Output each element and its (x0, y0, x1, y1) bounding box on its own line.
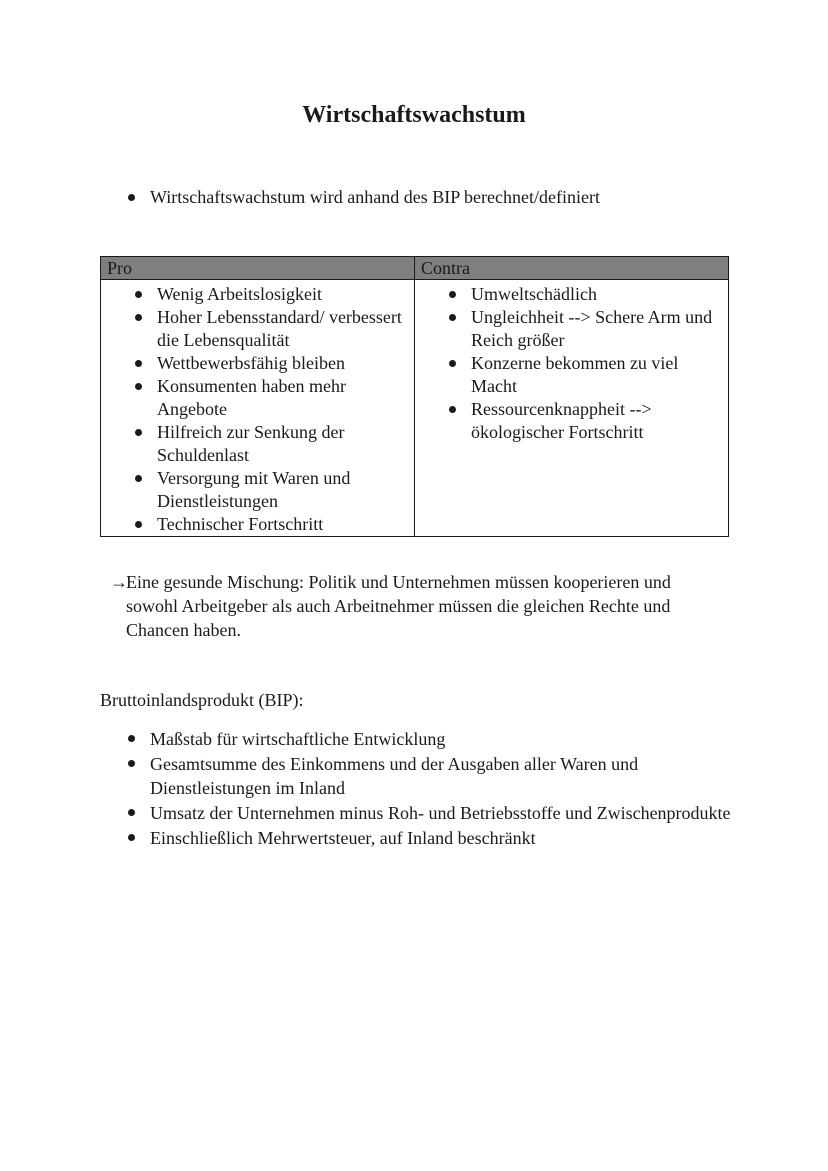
pro-item: Hilfreich zur Senkung der Schuldenlast (133, 421, 406, 467)
bip-heading: Bruttoinlandsprodukt (BIP): (100, 690, 304, 710)
table-header-row (101, 257, 729, 280)
contra-list (447, 283, 720, 444)
pro-contra-table (100, 256, 729, 537)
pro-item: Wenig Arbeitslosigkeit (133, 283, 406, 306)
right-arrow-icon: → (110, 572, 128, 592)
contra-item: Konzerne bekommen zu viel Macht (447, 352, 720, 398)
list-item: Wirtschaftswachstum wird anhand des BIP berechnet/definiert (126, 186, 766, 209)
contra-item: Umweltschädlich (447, 283, 720, 306)
list-item: Einschließlich Mehrwertsteuer, auf Inland beschränkt (126, 826, 746, 850)
list-item: Gesamtsumme des Einkommens und der Ausgaben aller Waren und Dienstleistungen im Inland (126, 752, 746, 800)
contra-cell (415, 280, 729, 537)
pro-item: Wettbewerbsfähig bleiben (133, 352, 406, 375)
pro-list (133, 283, 406, 536)
conclusion-text: Eine gesunde Mischung: Politik und Unternehmen müssen kooperieren und sowohl Arbeitgeber als auch Arbeitnehmer müssen die gleichen Rechte und Chancen haben. (126, 572, 671, 640)
contra-item: Ressourcenknappheit --> ökologischer Fortschritt (447, 398, 720, 444)
pro-item: Versorgung mit Waren und Dienstleistungen (133, 467, 406, 513)
bip-list (126, 727, 746, 851)
header-pro: Pro (101, 257, 415, 280)
contra-item: Ungleichheit --> Schere Arm und Reich größer (447, 306, 720, 352)
list-item: Maßstab für wirtschaftliche Entwicklung (126, 727, 746, 751)
conclusion-paragraph (110, 570, 726, 642)
pro-cell (101, 280, 415, 537)
page-title: Wirtschaftswachstum (302, 102, 526, 128)
header-contra: Contra (415, 257, 729, 280)
pro-item: Hoher Lebensstandard/ verbessert die Lebensqualität (133, 306, 406, 352)
pro-item: Konsumenten haben mehr Angebote (133, 375, 406, 421)
list-item: Umsatz der Unternehmen minus Roh- und Betriebsstoffe und Zwischenprodukte (126, 801, 746, 825)
table-row (101, 280, 729, 537)
pro-item: Technischer Fortschritt (133, 513, 406, 536)
intro-list (126, 186, 766, 209)
